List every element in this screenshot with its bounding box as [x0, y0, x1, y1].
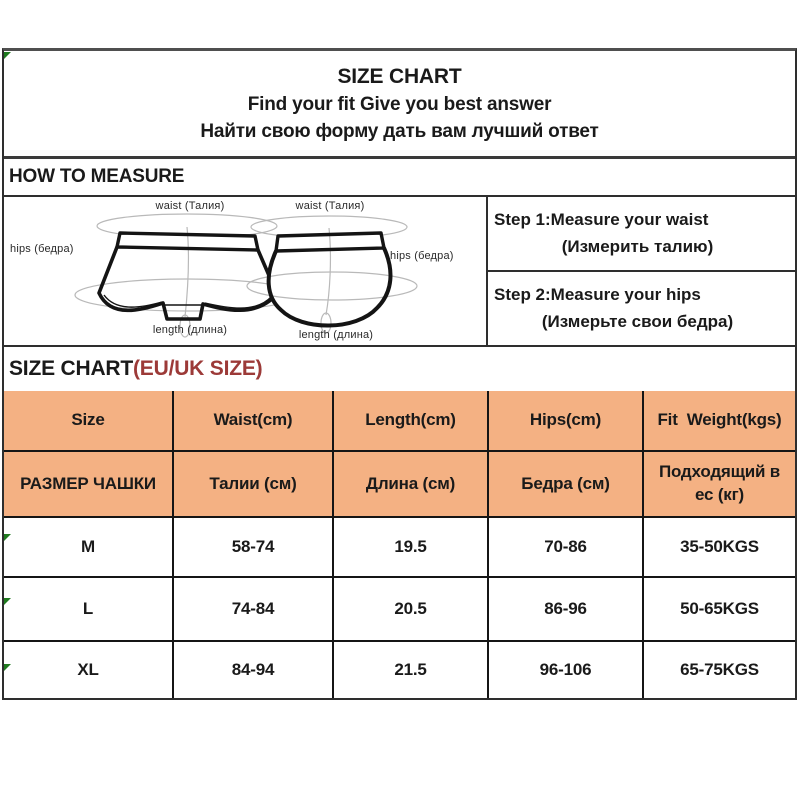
column-header-weight-ru: Подходящий в ес (кг) [643, 451, 795, 517]
step-2-russian: (Измерьте свои бедра) [541, 311, 734, 331]
panty-boyshort-diagram [247, 216, 417, 333]
step-2 [488, 272, 795, 345]
length-cell: 21.5 [333, 641, 488, 698]
length-cell: 19.5 [333, 517, 488, 577]
step-2-english: Step 2:Measure your hips [494, 285, 701, 305]
length-label: length (длина) [298, 329, 374, 341]
waist-cell: 74-84 [173, 577, 333, 641]
step-1-russian: (Измерить талию) [561, 236, 714, 256]
weight-cell: 35-50KGS [643, 517, 795, 577]
table-row [4, 577, 795, 641]
size-cell: L [4, 577, 173, 641]
column-header-length: Length(cm) [333, 391, 488, 451]
size-cell: XL [4, 641, 173, 698]
measure-section [4, 197, 795, 347]
length-cell: 20.5 [333, 577, 488, 641]
how-to-measure-row [4, 159, 795, 197]
table-header-row-russian [4, 451, 795, 517]
measurement-diagrams [4, 197, 488, 345]
subtitle-russian: Найти свою форму дать вам лучший ответ [200, 120, 599, 142]
column-header-size-ru: РАЗМЕР ЧАШКИ [4, 451, 173, 517]
green-corner-artifact [4, 52, 11, 59]
hips-label: hips (бедра) [10, 243, 74, 255]
green-corner-artifact [4, 664, 11, 671]
green-corner-artifact [4, 598, 11, 605]
table-row [4, 517, 795, 577]
column-header-size: Size [4, 391, 173, 451]
size-standard-note: (EU/UK SIZE) [133, 357, 263, 380]
weight-cell: 65-75KGS [643, 641, 795, 698]
intro-header [4, 51, 795, 159]
size-cell: M [4, 517, 173, 577]
column-header-weight: Fit Weight(kgs) [643, 391, 795, 451]
column-header-length-ru: Длина (см) [333, 451, 488, 517]
measure-steps [488, 197, 795, 345]
table-row [4, 641, 795, 698]
size-table [4, 391, 795, 698]
length-label: length (длина) [152, 324, 228, 336]
green-corner-artifact [4, 534, 11, 541]
waist-label: waist (Талия) [295, 200, 365, 212]
column-header-hips: Hips(cm) [488, 391, 643, 451]
page-title: SIZE CHART [337, 64, 462, 88]
table-header-row-english [4, 391, 795, 451]
how-to-measure-heading: HOW TO MEASURE [9, 166, 185, 187]
waist-cell: 84-94 [173, 641, 333, 698]
waist-cell: 58-74 [173, 517, 333, 577]
step-1 [488, 197, 795, 272]
hips-cell: 96-106 [488, 641, 643, 698]
column-header-waist-ru: Талии (см) [173, 451, 333, 517]
size-chart-heading-row [4, 347, 795, 391]
step-1-english: Step 1:Measure your waist [494, 210, 709, 230]
hips-label: hips (бедра) [390, 250, 454, 262]
hips-cell: 70-86 [488, 517, 643, 577]
hips-cell: 86-96 [488, 577, 643, 641]
subtitle-english: Find your fit Give you best answer [247, 93, 552, 115]
size-chart-heading: SIZE CHART [9, 357, 134, 380]
column-header-hips-ru: Бедра (см) [488, 451, 643, 517]
document-frame [2, 48, 797, 700]
column-header-waist: Waist(cm) [173, 391, 333, 451]
weight-cell: 50-65KGS [643, 577, 795, 641]
panty-brief-diagram [75, 214, 299, 337]
waist-label: waist (Талия) [155, 200, 225, 212]
